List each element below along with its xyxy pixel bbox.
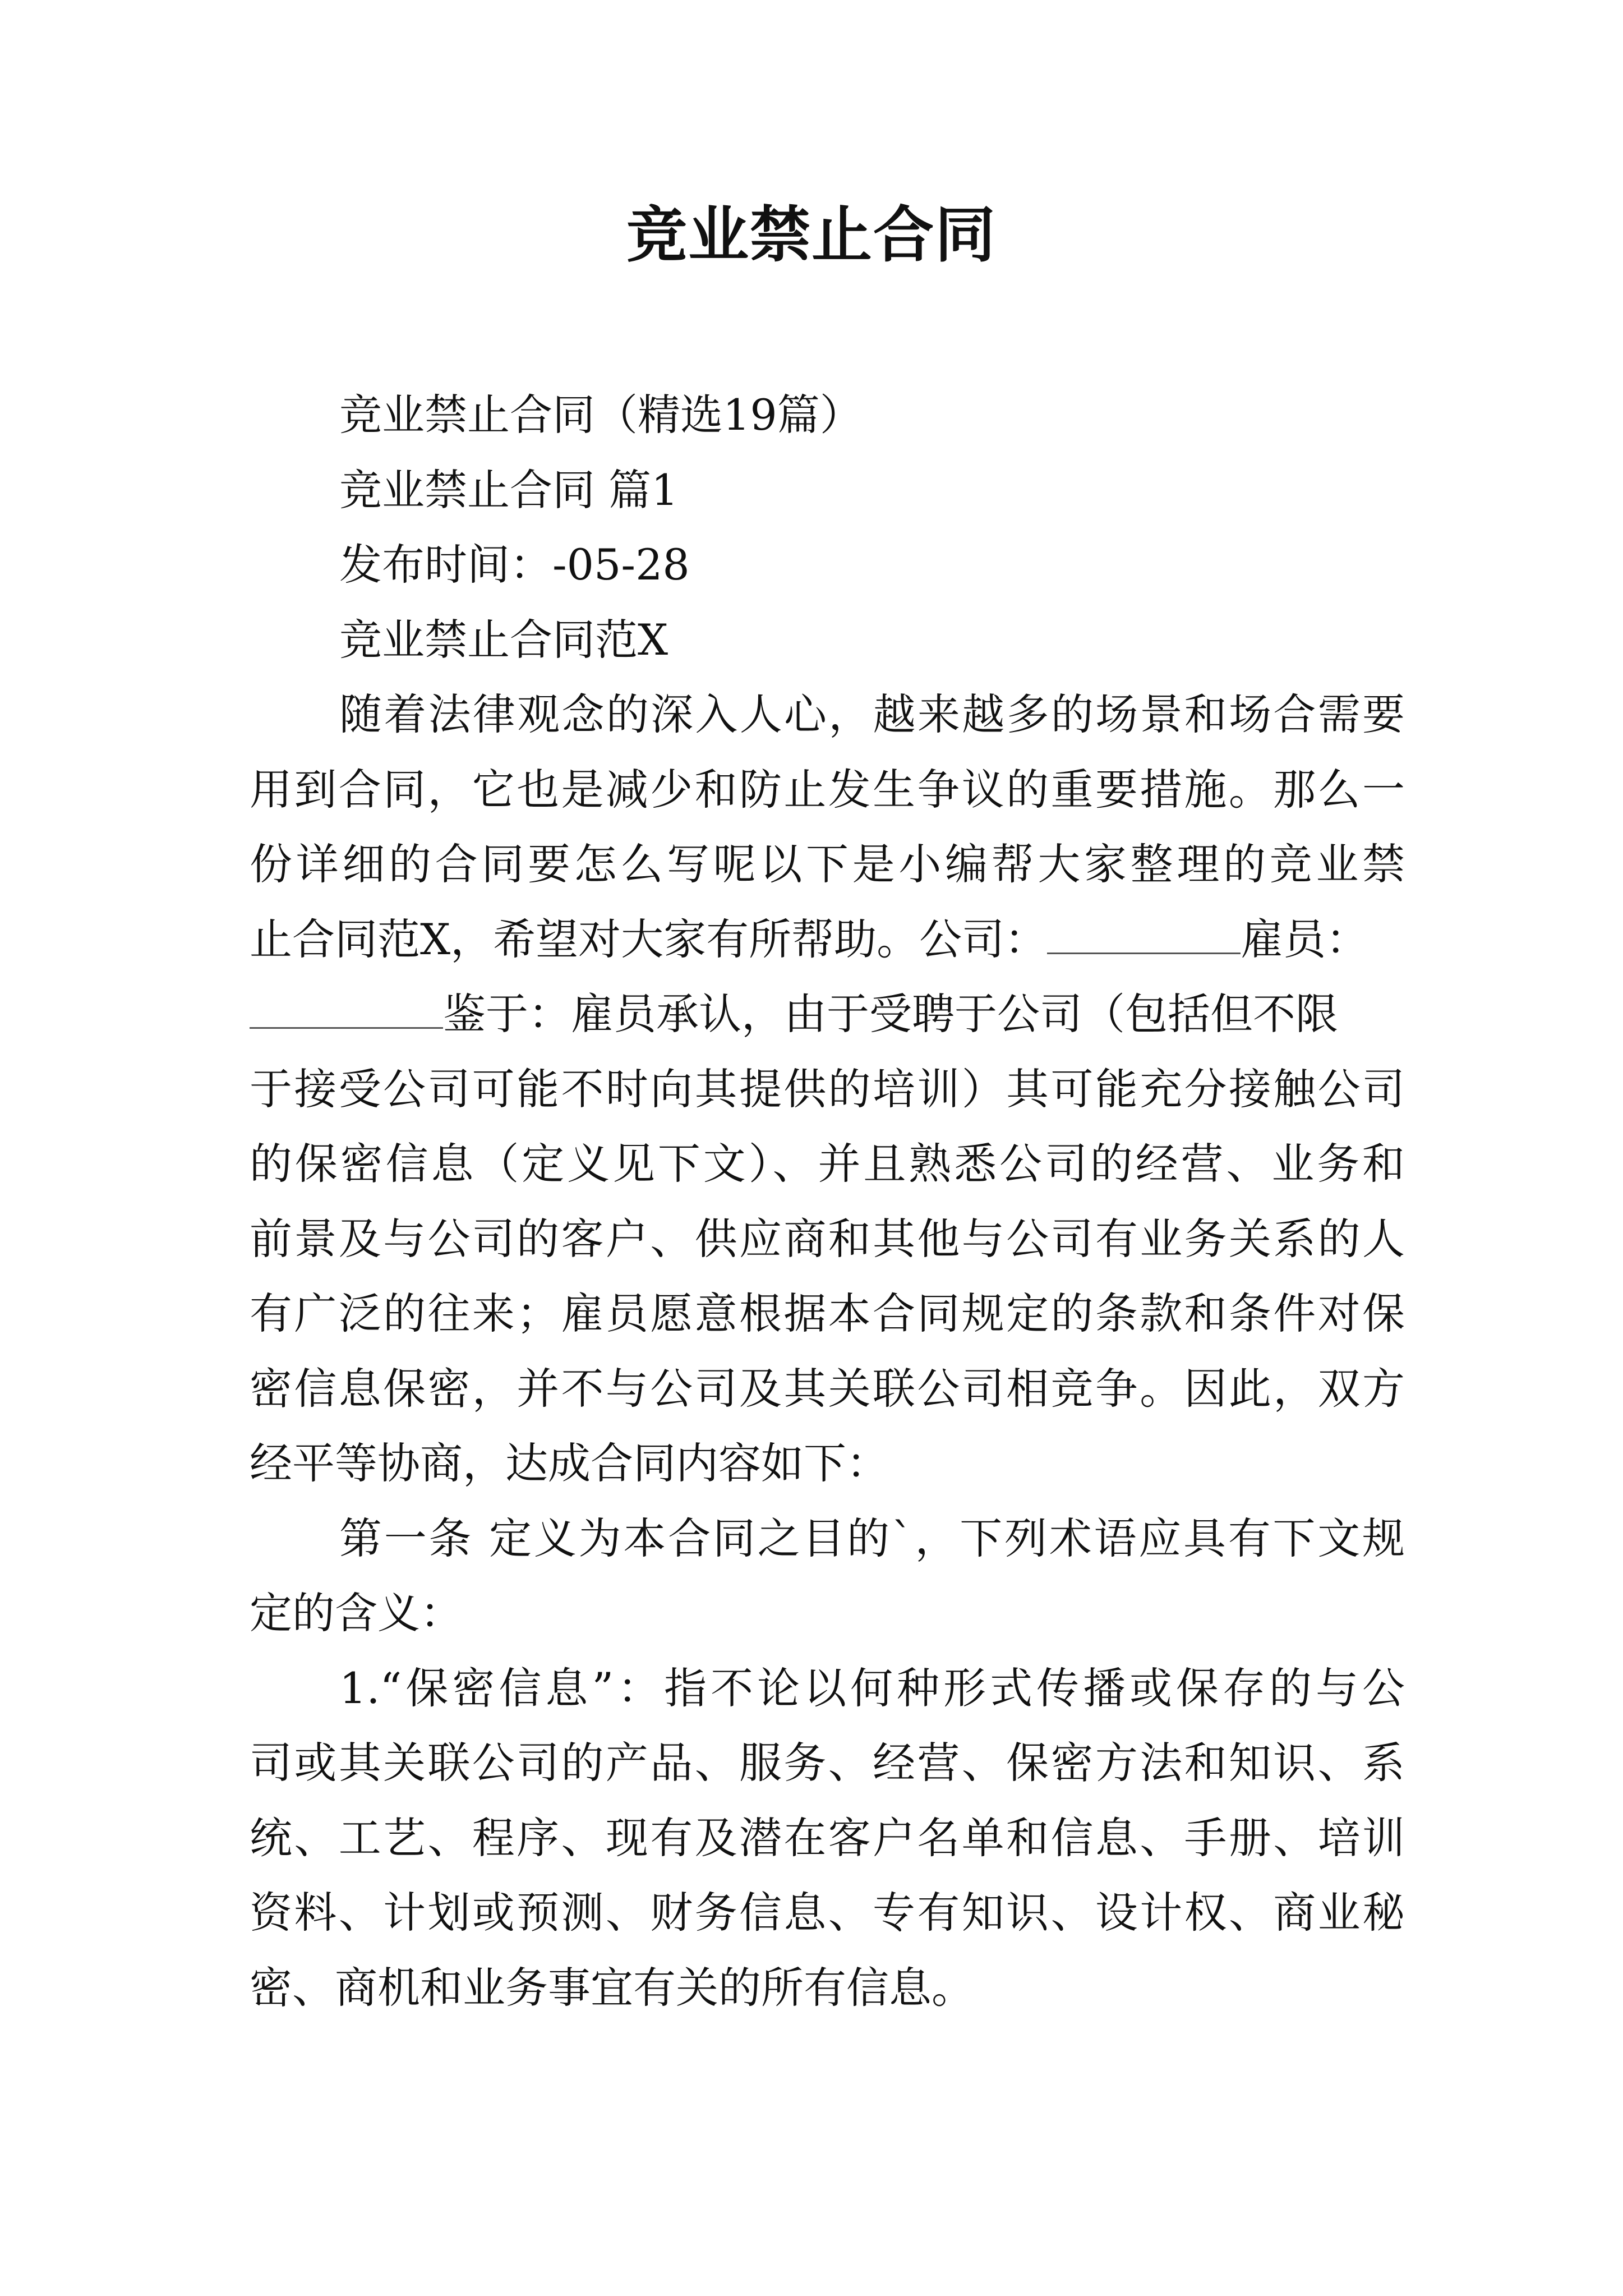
paragraph-line: 竞业禁止合同范X <box>339 614 668 665</box>
paragraph-line: 司或其关联公司的产品、服务、经营、保密方法和知识、系 <box>250 1738 1405 1788</box>
paragraph-line: 定的含义： <box>250 1588 463 1638</box>
paragraph-line: 用到合同，它也是减少和防止发生争议的重要措施。那么一 <box>250 764 1405 815</box>
paragraph-line: 统、工艺、程序、现有及潜在客户名单和信息、手册、培训 <box>250 1812 1405 1863</box>
paragraph-line: 发布时间：-05-28 <box>339 540 690 590</box>
paragraph-line: 止合同范X，希望对大家有所帮助。公司： 雇员： <box>250 914 1369 964</box>
paragraph-line: 密信息保密，并不与公司及其关联公司相竞争。因此，双方 <box>250 1363 1405 1414</box>
paragraph-line: 份详细的合同要怎么写呢以下是小编帮大家整理的竞业禁 <box>250 839 1405 889</box>
paragraph-line: 资料、计划或预测、财务信息、专有知识、设计权、商业秘 <box>250 1888 1405 1938</box>
paragraph-line: 有广泛的往来；雇员愿意根据本合同规定的条款和条件对保 <box>250 1289 1405 1338</box>
paragraph-line: 竞业禁止合同（精选19篇） <box>339 390 863 440</box>
paragraph-line: 鉴于：雇员承认，由于受聘于公司（包括但不限 <box>250 977 1405 1052</box>
paragraph-line: 随着法律观念的深入人心，越来越多的场景和场合需要 <box>339 689 1405 739</box>
paragraph-line: 经平等协商，达成合同内容如下： <box>250 1438 889 1488</box>
paragraph-line: 密、商机和业务事宜有关的所有信息。 <box>250 1962 974 2013</box>
document-title: 竞业禁止合同 <box>626 200 997 270</box>
paragraph-line: 的保密信息（定义见下文）、并且熟悉公司的经营、业务和 <box>250 1139 1405 1189</box>
paragraph-line: 竞业禁止合同 篇1 <box>339 464 679 515</box>
paragraph-line: 前景及与公司的客户、供应商和其他与公司有业务关系的人 <box>250 1213 1405 1264</box>
document-body <box>250 378 1405 2025</box>
paragraph-line: 1.“保密信息”：指不论以何种形式传播或保存的与公 <box>339 1663 1405 1713</box>
employee-blank <box>250 1022 443 1029</box>
paragraph-line: 第一条 定义为本合同之目的`，下列术语应具有下文规 <box>339 1513 1405 1563</box>
paragraph-line: 于接受公司可能不时向其提供的培训）其可能充分接触公司 <box>250 1064 1405 1114</box>
company-blank <box>1047 947 1241 954</box>
